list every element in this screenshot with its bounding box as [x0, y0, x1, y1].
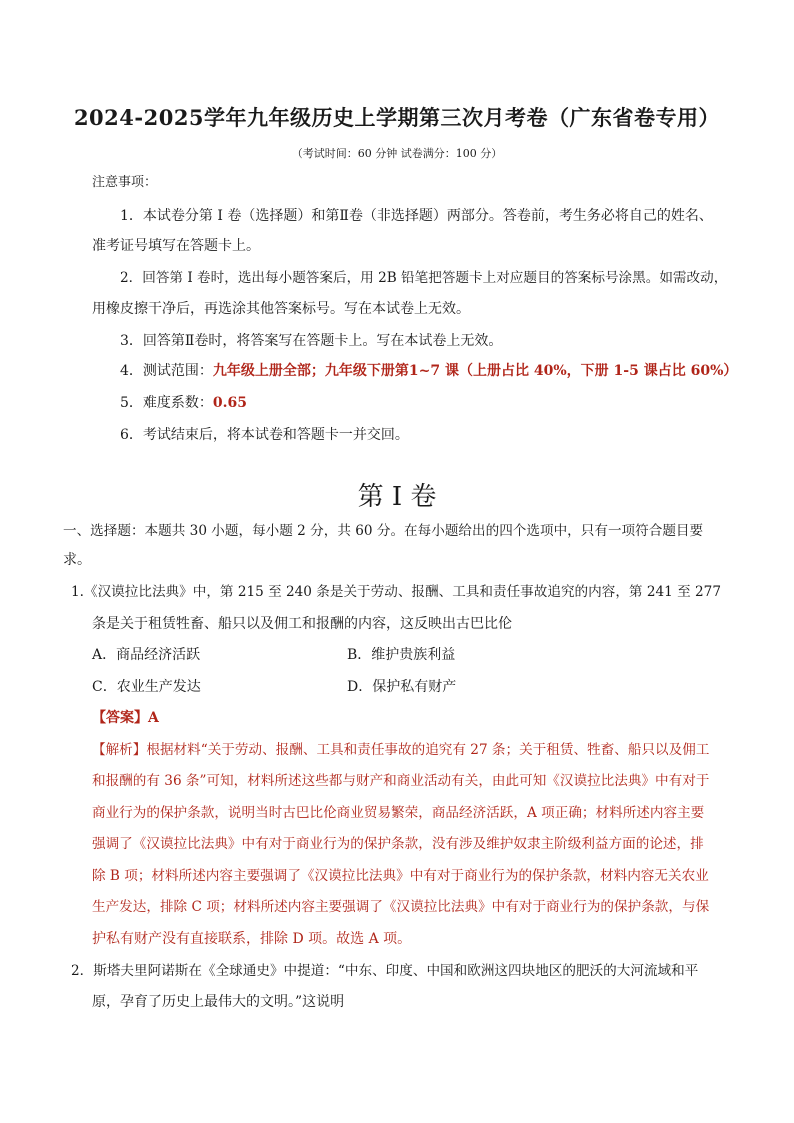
note-2-line-1: 2．回答第 I 卷时，选出每小题答案后，用 2B 铅笔把答题卡上对应题目的答案标号涂黑。如需改动， — [120, 270, 728, 286]
q1-option-d: D．保护私有财产 — [347, 679, 457, 695]
note-2-line-2: 用橡皮擦干净后，再选涂其他答案标号。写在本试卷上无效。 — [92, 301, 470, 317]
note-6: 6．考试结束后，将本试卷和答题卡一并交回。 — [120, 427, 409, 443]
page-title: 2024-2025学年九年级历史上学期第三次月考卷（广东省卷专用） — [73, 105, 721, 130]
note-1-line-2: 准考证号填写在答题卡上。 — [92, 238, 260, 254]
q1-explanation-line-1: 【解析】根据材料“关于劳动、报酬、工具和责任事故的追究有 27 条；关于租赁、牲畜、船只以及佣工 — [92, 742, 710, 758]
section-instruction-line-2: 求。 — [63, 552, 91, 568]
q1-option-a: A．商品经济活跃 — [92, 647, 201, 663]
q1-explanation-line-5: 除 B 项；材料所述内容主要强调了《汉谟拉比法典》中有对于商业行为的保护条款，材料内容无关农业 — [92, 868, 709, 884]
section-instruction-line-1: 一、选择题：本题共 30 小题，每小题 2 分，共 60 分。在每小题给出的四个选项中，只有一项符合题目要 — [63, 523, 704, 539]
q1-explanation-line-7: 护私有财产没有直接联系，排除 D 项。故选 A 项。 — [92, 931, 412, 947]
q1-stem-line-2: 条是关于租赁牲畜、船只以及佣工和报酬的内容，这反映出古巴比伦 — [92, 616, 512, 632]
test-range: 九年级上册全部；九年级下册第1~7 课（上册占比 40%，下册 1-5 课占比 60%） — [212, 363, 738, 379]
q1-explanation-line-3: 商业行为的保护条款，说明当时古巴比伦商业贸易繁荣，商品经济活跃，A 项正确；材料所述内容主要 — [92, 805, 705, 821]
exam-time-info: （考试时间：60 分钟 试卷满分：100 分） — [291, 147, 503, 160]
note-1-line-1: 1．本试卷分第 I 卷（选择题）和第Ⅱ卷（非选择题）两部分。答卷前，考生务必将自己的姓名、 — [120, 208, 713, 224]
q1-explanation-line-2: 和报酬的有 36 条”可知，材料所述这些都与财产和商业活动有关，由此可知《汉谟拉比法典》中有对于 — [92, 773, 710, 789]
note-4 — [120, 361, 737, 381]
q1-explanation-line-6: 生产发达，排除 C 项；材料所述内容主要强调了《汉谟拉比法典》中有对于商业行为的保护条款，与保 — [92, 899, 710, 915]
q2-stem-line-1: 2．斯塔夫里阿诺斯在《全球通史》中提道：“中东、印度、中国和欧洲这四块地区的肥沃的大河流域和平 — [71, 963, 699, 979]
q1-option-b: B．维护贵族利益 — [347, 647, 456, 663]
q2-stem-line-2: 原，孕育了历史上最伟大的文明。”这说明 — [92, 994, 345, 1010]
q1-answer: 【答案】A — [92, 710, 159, 726]
note-4-label: 4．测试范围： — [120, 363, 213, 379]
q1-option-c: C．农业生产发达 — [92, 679, 201, 695]
q1-explanation-line-4: 强调了《汉谟拉比法典》中有对于商业行为的保护条款，没有涉及维护奴隶主阶级利益方面的论述，排 — [92, 836, 704, 852]
note-5 — [120, 393, 247, 413]
section-title: 第 I 卷 — [357, 482, 437, 512]
q1-stem-line-1: 1.《汉谟拉比法典》中，第 215 至 240 条是关于劳动、报酬、工具和责任事故追究的内容，第 241 至 277 — [71, 584, 721, 600]
note-3: 3．回答第Ⅱ卷时，将答案写在答题卡上。写在本试卷上无效。 — [120, 333, 503, 349]
note-5-label: 5．难度系数： — [120, 395, 213, 411]
difficulty-value: 0.65 — [212, 395, 248, 411]
notes-heading: 注意事项： — [92, 175, 158, 190]
